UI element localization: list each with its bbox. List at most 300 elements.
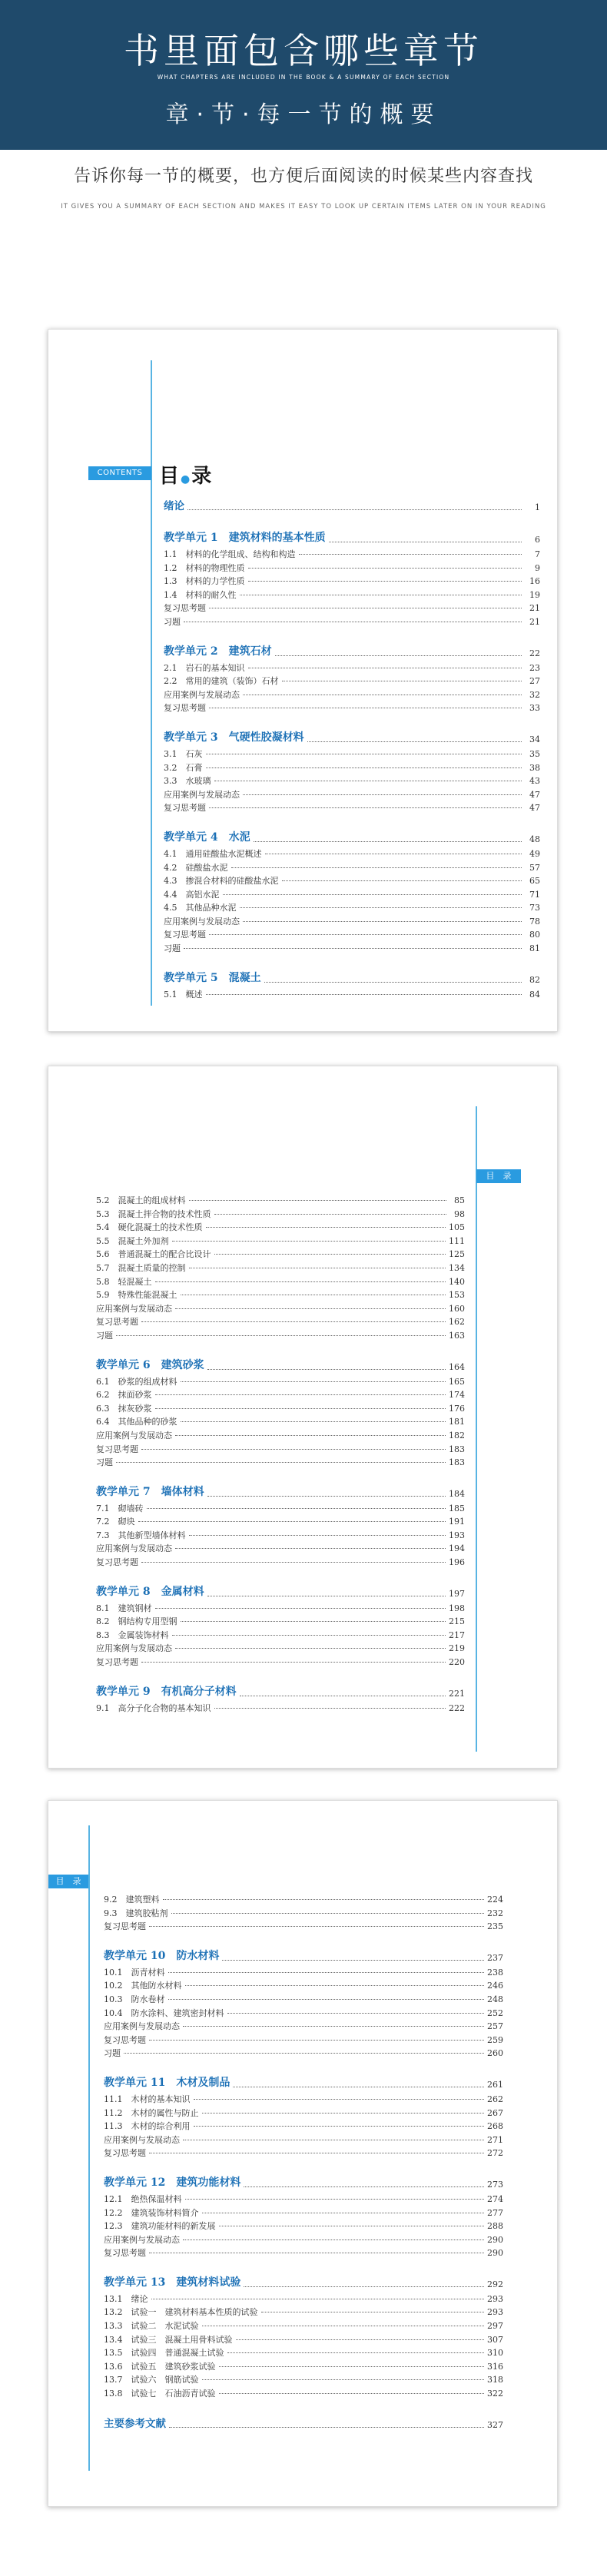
toc-entry-label: 复习思考题 <box>164 803 206 814</box>
toc-page-number: 261 <box>487 2079 503 2090</box>
toc-section-entry[interactable] <box>104 1907 503 1921</box>
toc-section-entry[interactable] <box>96 1402 465 1416</box>
toc-entry-label: 5.6 普通混凝土的配合比设计 <box>96 1249 211 1260</box>
toc-section-entry[interactable] <box>104 2133 503 2147</box>
toc-leader-dots <box>184 948 522 949</box>
toc-section-entry[interactable] <box>96 1529 465 1543</box>
toc-page-number: 80 <box>529 930 540 940</box>
toc-leader-dots <box>149 2040 484 2041</box>
toc-section-entry[interactable] <box>164 988 540 1002</box>
toc-leader-dots <box>206 1227 446 1228</box>
toc-entry-label: 12.2 建筑装饰材料简介 <box>104 2207 199 2218</box>
toc-page-number: 217 <box>449 1629 465 1640</box>
toc-page-number: 1 <box>535 502 540 512</box>
toc-page-number: 6 <box>535 535 540 545</box>
toc-entry-label: 教学单元 10 防水材料 <box>104 1949 220 1962</box>
toc-section-entry[interactable] <box>96 1261 465 1275</box>
toc-section-entry[interactable] <box>96 1235 465 1248</box>
toc-unit-entry[interactable] <box>96 1480 465 1502</box>
toc-entry-label: 8.1 建筑钢材 <box>96 1603 152 1613</box>
toc-section-entry[interactable] <box>104 1920 503 1934</box>
toc-page-number: 160 <box>449 1303 465 1314</box>
toc-page-number: 193 <box>449 1530 465 1540</box>
toc-page-number: 16 <box>529 576 540 587</box>
toc-section-entry[interactable] <box>96 1642 465 1656</box>
toc-page-number: 307 <box>487 2334 503 2345</box>
toc-leader-dots <box>189 1200 447 1201</box>
toc-page-number: 293 <box>487 2293 503 2304</box>
toc-section-entry[interactable] <box>104 2306 503 2319</box>
toc-entry-label: 复习思考题 <box>96 1657 138 1668</box>
toc-leader-dots <box>214 1254 446 1255</box>
toc-entry-label: 应用案例与发展动态 <box>164 689 240 700</box>
toc-section-entry[interactable] <box>164 901 540 915</box>
toc-leader-dots <box>181 1381 446 1382</box>
toc-section-entry[interactable] <box>104 2373 503 2387</box>
toc-gap <box>164 715 540 726</box>
toc-leader-dots <box>141 1321 446 1322</box>
toc-section-entry[interactable] <box>104 2360 503 2374</box>
toc-entry-label: 5.5 混凝土外加剂 <box>96 1235 169 1246</box>
toc-entry-label: 教学单元 13 建筑材料试验 <box>104 2276 241 2289</box>
toc-entry-label: 习题 <box>164 616 181 627</box>
toc-page-number: 47 <box>529 803 540 814</box>
toc-leader-dots <box>189 1535 446 1536</box>
toc-section-entry[interactable] <box>104 2333 503 2347</box>
toc-entry-label: 13.2 试验一 建筑材料基本性质的试验 <box>104 2307 258 2318</box>
toc-page-number: 215 <box>449 1616 465 1627</box>
toc-gap <box>164 516 540 526</box>
toc-page-number: 224 <box>487 1895 503 1905</box>
toc-gap <box>96 1343 465 1354</box>
toc-leader-dots <box>254 841 522 842</box>
toc-entry-label: 应用案例与发展动态 <box>96 1643 172 1654</box>
toc-entry-label: 9.2 建筑塑料 <box>104 1895 160 1905</box>
toc-leader-dots <box>155 1394 446 1395</box>
toc-page-number: 292 <box>487 2279 503 2289</box>
toc-leader-dots <box>141 1449 446 1450</box>
toc-section-entry[interactable] <box>104 1993 503 2007</box>
toc-entry-label: 复习思考题 <box>104 2034 146 2045</box>
toc-entry-label: 教学单元 12 建筑功能材料 <box>104 2176 241 2189</box>
toc-section-entry[interactable] <box>96 1194 465 1208</box>
header-banner <box>0 0 607 150</box>
toc-section-entry[interactable] <box>96 1615 465 1629</box>
intro-text-en: IT GIVES YOU A SUMMARY OF EACH SECTION AND MAKES IT EASY TO LOOK UP CERTAIN ITEMS LATER ON IN YOUR READING <box>61 203 546 211</box>
toc-leader-dots <box>116 1335 446 1336</box>
toc-section-entry[interactable] <box>164 847 540 861</box>
toc-unit-entry[interactable] <box>104 1944 503 1966</box>
toc-title <box>159 460 211 489</box>
toc-section-entry[interactable] <box>104 2233 503 2247</box>
banner-subtitle: 章·节·每一节的概要 <box>165 101 442 128</box>
toc-page-number: 84 <box>529 989 540 1000</box>
toc-page-number: 274 <box>487 2193 503 2204</box>
toc-page-number: 164 <box>449 1361 465 1372</box>
toc-entry-label: 4.5 其他品种水泥 <box>164 903 237 913</box>
toc-leader-dots <box>175 1308 446 1309</box>
toc-entry-label: 教学单元 9 有机高分子材料 <box>96 1685 237 1698</box>
toc-leader-dots <box>138 1521 446 1522</box>
toc-page-number: 184 <box>449 1488 465 1499</box>
toc-gap <box>96 1669 465 1680</box>
toc-section-entry[interactable] <box>96 1502 465 1516</box>
toc-leader-dots <box>168 1972 485 1973</box>
toc-section-entry[interactable] <box>96 1656 465 1669</box>
toc-entry-label: 应用案例与发展动态 <box>96 1543 172 1554</box>
toc-entry-label: 3.3 水玻璃 <box>164 776 211 787</box>
toc-section-entry[interactable] <box>96 1329 465 1343</box>
toc-leader-dots <box>231 867 522 868</box>
toc-unit-entry[interactable] <box>96 1680 465 1702</box>
toc-section-entry[interactable] <box>104 2319 503 2333</box>
toc-page-number: 19 <box>529 589 540 600</box>
toc-page-number: 297 <box>487 2321 503 2332</box>
toc-section-entry[interactable] <box>104 1893 503 1907</box>
toc-gap <box>164 956 540 966</box>
toc-page-number: 237 <box>487 1952 503 1963</box>
toc-entry-label: 复习思考题 <box>164 703 206 714</box>
toc-entry-label: 10.2 其他防水材料 <box>104 1981 182 1991</box>
toc-section-entry[interactable] <box>164 888 540 902</box>
toc-section-entry[interactable] <box>164 774 540 788</box>
toc-section-entry[interactable] <box>164 748 540 761</box>
toc-section-entry[interactable] <box>104 2120 503 2133</box>
toc-page-number: 267 <box>487 2107 503 2118</box>
toc-section-entry[interactable] <box>96 1443 465 1457</box>
toc-entry-label: 13.3 试验二 水泥试验 <box>104 2321 199 2332</box>
toc-section-entry[interactable] <box>164 688 540 702</box>
toc-unit-entry[interactable] <box>96 1580 465 1602</box>
toc-section-entry[interactable] <box>104 2034 503 2047</box>
toc-page-number: 290 <box>487 2234 503 2245</box>
toc-page-number: 183 <box>449 1444 465 1454</box>
toc-entry-label: 复习思考题 <box>164 603 206 614</box>
toc-unit-entry[interactable] <box>96 1354 465 1375</box>
toc-section-entry[interactable] <box>164 761 540 775</box>
toc-entry-label: 6.1 砂浆的组成材料 <box>96 1376 177 1387</box>
toc-unit-entry[interactable] <box>164 526 540 548</box>
contents-tag: 目 录 <box>476 1169 521 1183</box>
banner-title: 书里面包含哪些章节 <box>124 30 483 71</box>
toc-section-entry[interactable] <box>96 1429 465 1443</box>
toc-gap <box>96 1470 465 1480</box>
toc-entry-label: 4.1 通用硅酸盐水泥概述 <box>164 848 262 859</box>
toc-section-entry[interactable] <box>164 602 540 615</box>
toc-entry-label: 12.1 绝热保温材料 <box>104 2193 182 2204</box>
toc-page-number: 262 <box>487 2094 503 2104</box>
toc-leader-dots <box>168 1999 485 2000</box>
toc-section-entry[interactable] <box>104 2193 503 2206</box>
toc-section-entry[interactable] <box>96 1302 465 1316</box>
toc-leader-dots <box>307 741 522 742</box>
toc-section-entry[interactable] <box>96 1275 465 1289</box>
toc-page-number: 9 <box>535 562 540 573</box>
toc-entry-label: 教学单元 4 水泥 <box>164 830 250 844</box>
toc-entry-label: 10.1 沥青材料 <box>104 1967 165 1978</box>
toc-entry-label: 13.7 试验六 钢筋试验 <box>104 2375 199 2385</box>
toc-leader-dots <box>181 1421 446 1422</box>
toc-entry-label: 应用案例与发展动态 <box>104 2234 180 2245</box>
toc-entry-label: 10.4 防水涂料、建筑密封材料 <box>104 2007 224 2018</box>
toc-entry-label: 教学单元 7 墙体材料 <box>96 1485 204 1498</box>
toc-gap <box>104 2160 503 2171</box>
toc-entry-label: 7.1 砌墙砖 <box>96 1503 144 1513</box>
toc-leader-dots <box>116 1462 446 1463</box>
toc-page-number: 134 <box>449 1262 465 1273</box>
toc-section-entry[interactable] <box>164 861 540 875</box>
toc-entry-label: 主要参考文献 <box>104 2417 166 2430</box>
toc-entry-label: 7.3 其他新型墙体材料 <box>96 1530 186 1540</box>
toc-leader-dots <box>248 581 522 582</box>
toc-leader-dots <box>227 2013 485 2014</box>
toc-entry-label: 5.2 混凝土的组成材料 <box>96 1195 186 1205</box>
toc-section-entry[interactable] <box>164 615 540 629</box>
toc-page-number: 163 <box>449 1330 465 1341</box>
toc-leader-dots <box>169 2427 484 2428</box>
toc-section-entry[interactable] <box>96 1315 465 1329</box>
toc-leader-dots <box>171 1913 485 1914</box>
toc-section-entry[interactable] <box>96 1415 465 1429</box>
toc-section-entry[interactable] <box>96 1602 465 1616</box>
toc-section-entry[interactable] <box>104 2246 503 2260</box>
toc-leader-dots <box>202 2379 485 2380</box>
toc-page-number: 105 <box>449 1222 465 1233</box>
toc-section-entry[interactable] <box>104 2007 503 2021</box>
toc-section-entry[interactable] <box>96 1375 465 1389</box>
toc-entry-label: 12.3 建筑功能材料的新发展 <box>104 2221 216 2232</box>
toc-page-number: 293 <box>487 2307 503 2318</box>
toc-entry-label: 1.4 材料的耐久性 <box>164 589 237 600</box>
toc-entry-label: 11.1 木材的基本知识 <box>104 2094 191 2104</box>
toc-entry-label: 复习思考题 <box>104 2148 146 2159</box>
toc-section-entry[interactable] <box>164 874 540 888</box>
toc-section-entry[interactable] <box>164 942 540 956</box>
toc-section-entry[interactable] <box>104 2346 503 2360</box>
toc-entry-label: 6.4 其他品种的砂浆 <box>96 1417 177 1427</box>
toc-entry-label: 13.6 试验五 建筑砂浆试验 <box>104 2361 216 2372</box>
toc-section-entry[interactable] <box>96 1208 465 1222</box>
toc-section-entry[interactable] <box>164 928 540 942</box>
toc-entry-label: 复习思考题 <box>96 1317 138 1328</box>
toc-section-entry[interactable] <box>96 1456 465 1470</box>
toc-section-entry[interactable] <box>164 661 540 675</box>
toc-gap <box>164 629 540 640</box>
toc-page-number: 191 <box>449 1517 465 1527</box>
toc-entry-label: 应用案例与发展动态 <box>104 2134 180 2145</box>
toc-page-number: 194 <box>449 1543 465 1554</box>
toc-section-entry[interactable] <box>104 2147 503 2160</box>
toc-section-entry[interactable] <box>96 1702 465 1716</box>
toc-section-entry[interactable] <box>104 2107 503 2120</box>
toc-entry-label: 习题 <box>96 1457 113 1468</box>
toc-entry-label: 13.8 试验七 石油沥青试验 <box>104 2389 216 2399</box>
toc-section-entry[interactable] <box>104 2387 503 2401</box>
toc-entry-label: 10.3 防水卷材 <box>104 1994 165 2004</box>
toc-section-entry[interactable] <box>104 2220 503 2233</box>
toc-page-number: 57 <box>529 862 540 873</box>
toc-page-number: 197 <box>449 1588 465 1599</box>
toc-page-number: 273 <box>487 2179 503 2190</box>
toc-entry-label: 习题 <box>96 1330 113 1341</box>
toc-leader-dots <box>149 1926 484 1927</box>
toc-page-number: 238 <box>487 1967 503 1978</box>
toc-section-entry[interactable] <box>96 1556 465 1570</box>
toc-list <box>164 494 540 1001</box>
toc-section-entry[interactable] <box>96 1542 465 1556</box>
toc-page-2 <box>48 1066 558 1769</box>
toc-leader-dots <box>209 807 522 808</box>
toc-leader-dots <box>219 2393 485 2394</box>
toc-entry-label: 13.5 试验四 普通混凝土试验 <box>104 2348 224 2359</box>
toc-page-number: 272 <box>487 2148 503 2159</box>
toc-page-number: 174 <box>449 1390 465 1401</box>
toc-entry-label: 6.2 抹面砂浆 <box>96 1390 152 1401</box>
contents-tag: CONTENTS <box>88 466 151 480</box>
toc-entry-label: 6.3 抹灰砂浆 <box>96 1403 152 1414</box>
toc-page-3 <box>48 1800 558 2507</box>
toc-page-number: 259 <box>487 2034 503 2045</box>
toc-page-number: 252 <box>487 2007 503 2018</box>
toc-leader-dots <box>147 1508 446 1509</box>
toc-entry-label: 4.3 掺混合材料的硅酸盐水泥 <box>164 876 279 887</box>
toc-page-number: 185 <box>449 1503 465 1513</box>
toc-unit-entry[interactable] <box>164 826 540 847</box>
toc-page-number: 165 <box>449 1376 465 1387</box>
toc-section-entry[interactable] <box>96 1221 465 1235</box>
toc-page-number: 21 <box>529 616 540 627</box>
toc-entry-label: 复习思考题 <box>164 930 206 940</box>
toc-unit-entry[interactable] <box>164 640 540 661</box>
toc-leader-dots <box>185 1985 485 1986</box>
toc-leader-dots <box>155 1608 446 1609</box>
toc-entry-label: 教学单元 2 建筑石材 <box>164 645 272 658</box>
toc-entry-label: 教学单元 5 混凝土 <box>164 971 261 984</box>
toc-page-number: 246 <box>487 1981 503 1991</box>
toc-page-number: 27 <box>529 676 540 687</box>
toc-leader-dots <box>209 934 522 935</box>
toc-section-entry[interactable] <box>96 1388 465 1402</box>
intro-text: 告诉你每一节的概要，也方便后面阅读的时候某些内容查找 <box>73 167 533 186</box>
toc-section-entry[interactable] <box>104 2047 503 2060</box>
toc-section-entry[interactable] <box>104 2020 503 2034</box>
toc-entry-label: 11.3 木材的综合利用 <box>104 2121 191 2132</box>
toc-entry-label: 应用案例与发展动态 <box>96 1303 172 1314</box>
toc-page-number: 23 <box>529 662 540 673</box>
toc-leader-dots <box>194 2126 485 2127</box>
toc-leader-dots <box>172 1635 446 1636</box>
toc-page-number: 49 <box>529 848 540 859</box>
toc-page-number: 235 <box>487 1921 503 1932</box>
toc-entry-label: 应用案例与发展动态 <box>104 2021 180 2032</box>
toc-section-entry[interactable] <box>104 1979 503 1993</box>
toc-unit-entry[interactable] <box>164 726 540 748</box>
toc-page-number: 47 <box>529 789 540 800</box>
toc-section-entry[interactable] <box>164 548 540 562</box>
toc-leader-dots <box>207 1496 446 1497</box>
toc-section-entry[interactable] <box>96 1248 465 1261</box>
toc-entry-label: 8.2 钢结构专用型钢 <box>96 1616 177 1627</box>
toc-entry-label: 5.4 硬化混凝土的技术性质 <box>96 1222 203 1233</box>
toc-section-entry[interactable] <box>104 2206 503 2220</box>
toc-leader-dots <box>175 1435 446 1436</box>
toc-section-entry[interactable] <box>96 1629 465 1643</box>
toc-entry-label: 1.2 材料的物理性质 <box>164 562 245 573</box>
toc-entry-label: 5.7 混凝土质量的控制 <box>96 1262 186 1273</box>
toc-page-number: 248 <box>487 1994 503 2004</box>
toc-title-char-2: 录 <box>191 465 212 488</box>
toc-page-number: 7 <box>535 549 540 559</box>
toc-section-entry[interactable] <box>104 1966 503 1980</box>
toc-entry-label: 习题 <box>164 943 181 954</box>
toc-entry-label: 教学单元 1 建筑材料的基本性质 <box>164 532 326 544</box>
toc-section-entry[interactable] <box>164 801 540 815</box>
toc-entry-label: 11.2 木材的属性与防止 <box>104 2107 199 2118</box>
toc-section-entry[interactable] <box>164 575 540 588</box>
toc-leader-dots <box>236 2339 485 2340</box>
toc-section-entry[interactable] <box>164 562 540 575</box>
toc-unit-entry[interactable] <box>104 2271 503 2293</box>
toc-section-entry[interactable] <box>96 1288 465 1302</box>
toc-page-number: 318 <box>487 2375 503 2385</box>
toc-leader-dots <box>185 2199 485 2200</box>
toc-title-dot: ● <box>181 473 191 486</box>
toc-leader-dots <box>155 1281 446 1282</box>
toc-page-number: 316 <box>487 2361 503 2372</box>
toc-entry-label: 5.9 特殊性能混凝土 <box>96 1290 177 1301</box>
toc-section-entry[interactable] <box>164 701 540 715</box>
toc-leader-dots <box>223 894 522 895</box>
toc-leader-dots <box>206 994 522 995</box>
toc-entry-label: 2.1 岩石的基本知识 <box>164 662 245 673</box>
toc-gap <box>104 2060 503 2071</box>
toc-top-entry[interactable] <box>104 2412 503 2433</box>
toc-leader-dots <box>202 2113 485 2114</box>
toc-leader-dots <box>282 880 522 881</box>
toc-page-number: 33 <box>529 703 540 714</box>
toc-unit-entry[interactable] <box>164 966 540 988</box>
toc-section-entry[interactable] <box>96 1515 465 1529</box>
toc-page-number: 162 <box>449 1317 465 1328</box>
toc-entry-label: 1.3 材料的力学性质 <box>164 576 245 587</box>
toc-top-entry[interactable] <box>164 494 540 516</box>
toc-page-number: 78 <box>529 916 540 927</box>
toc-page-number: 196 <box>449 1557 465 1568</box>
toc-section-entry[interactable] <box>164 788 540 802</box>
toc-leader-dots <box>207 1369 446 1370</box>
toc-section-entry[interactable] <box>164 915 540 929</box>
toc-page-number: 310 <box>487 2348 503 2359</box>
toc-page-1 <box>48 329 558 1032</box>
toc-page-number: 38 <box>529 762 540 773</box>
toc-page-number: 183 <box>449 1457 465 1468</box>
toc-entry-label: 复习思考题 <box>96 1557 138 1568</box>
toc-unit-entry[interactable] <box>104 2171 503 2193</box>
toc-page-number: 221 <box>449 1688 465 1699</box>
toc-page-number: 82 <box>529 974 540 985</box>
toc-section-entry[interactable] <box>164 588 540 602</box>
toc-page-number: 176 <box>449 1403 465 1414</box>
toc-section-entry[interactable] <box>164 675 540 688</box>
toc-page-number: 220 <box>449 1657 465 1668</box>
toc-unit-entry[interactable] <box>104 2071 503 2093</box>
toc-leader-dots <box>219 2366 485 2367</box>
toc-section-entry[interactable] <box>104 2293 503 2306</box>
toc-page-number: 21 <box>529 603 540 614</box>
toc-page-number: 98 <box>454 1208 465 1219</box>
page-rule <box>151 360 152 1006</box>
toc-section-entry[interactable] <box>104 2093 503 2107</box>
